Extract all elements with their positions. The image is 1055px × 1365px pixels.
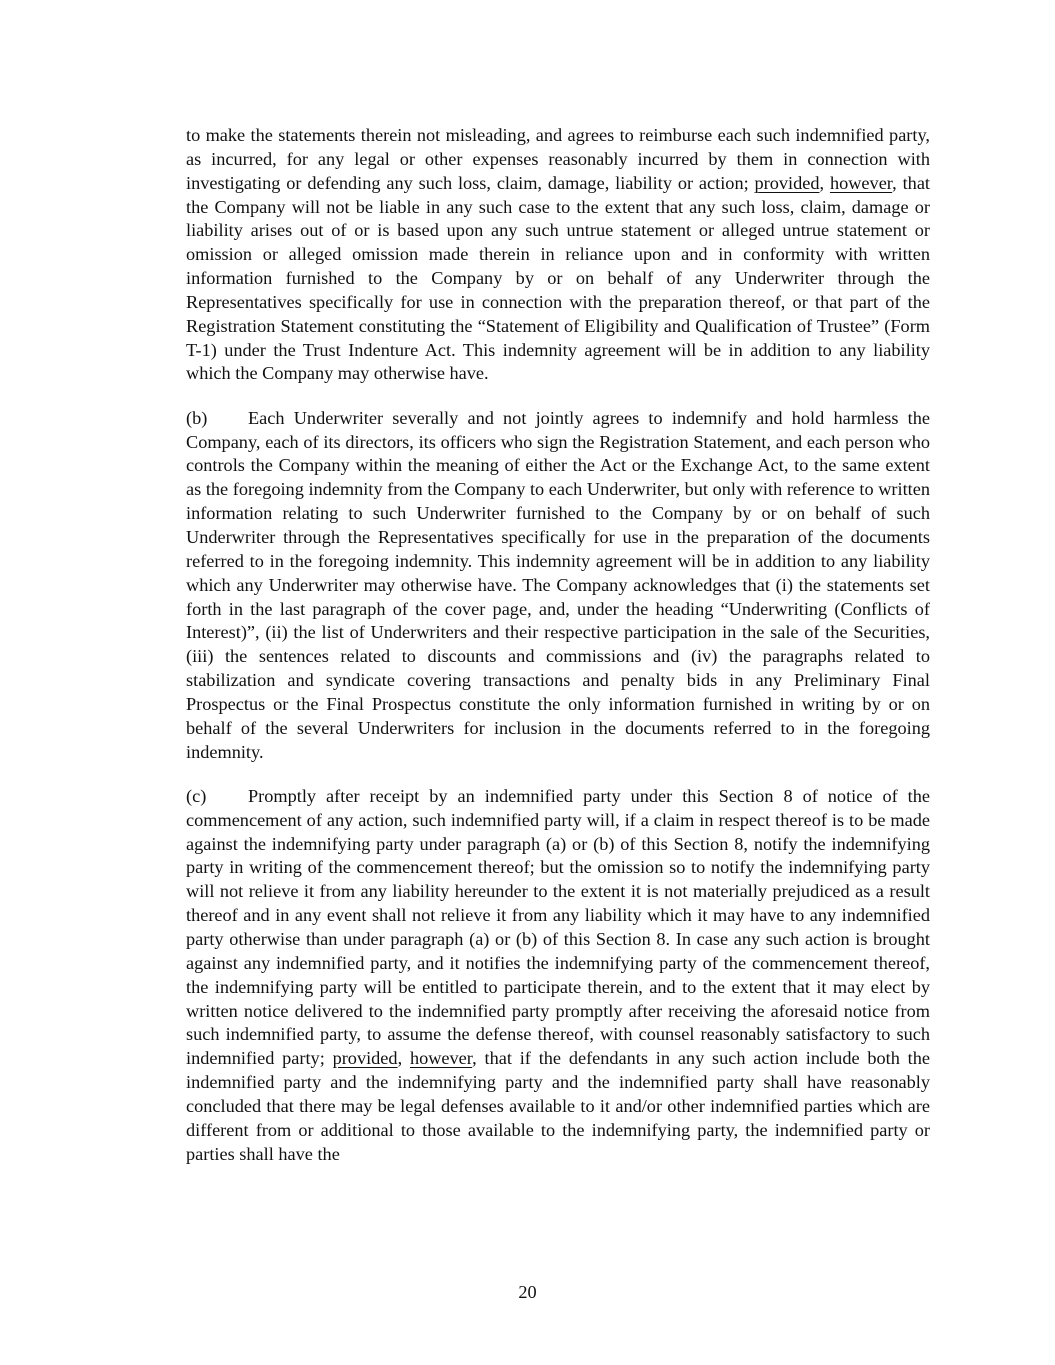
paragraph-c-text-2: , that if the defendants in any such action include both the indemnified party and the indemnifying party and the indemnified party shall have reasonably concluded that there may be legal defenses available to it and/or other indemnified parties which are different from or additional to those available to the indemnifying party, the indemnified party or parties shall have the bbox=[186, 1048, 931, 1164]
paragraph-b-label: (b) bbox=[186, 407, 208, 428]
paragraph-b-text: Each Underwriter severally and not jointly agrees to indemnify and hold harmless the Company, each of its directors, its officers who sign the Registration Statement, and each person who controls the Company within the meaning of either the Act or the Exchange Act, to the same extent as the foregoing indemnity from the Company to each Underwriter, but only with reference to written information relating to such Underwriter furnished to the Company by or on behalf of such Underwriter through the Representatives specifically for use in the preparation of the documents referred to in the foregoing indemnity. This indemnity agreement will be in addition to any liability which any Underwriter may otherwise have. The Company acknowledges that (i) the statements set forth in the last paragraph of the cover page, and, under the heading “Underwriting (Conflicts of Interest)”, (ii) the list of Underwriters and their respective participation in the sale of the Securities, (iii) the sentences related to discounts and commissions and (iv) the paragraphs related to stabilization and syndicate covering transactions and penalty bids in any Preliminary Final Prospectus or the Final Prospectus constitute the only information furnished in writing by or on behalf of the several Underwriters for inclusion in the documents referred to in the foregoing indemnity. bbox=[186, 407, 930, 762]
comma-separator: , bbox=[819, 172, 830, 193]
paragraph-continuation bbox=[186, 124, 930, 386]
however-term: however bbox=[829, 172, 893, 193]
provided-term: provided bbox=[332, 1048, 398, 1069]
paragraph-continuation-text-1: to make the statements therein not misleading, and agrees to reimburse each such indemnified party, as incurred, for any legal or other expenses reasonably incurred by them in connection with investigating or defending any such loss, claim, damage, liability or action; bbox=[186, 125, 930, 193]
document-body bbox=[186, 124, 930, 1166]
comma-separator: , bbox=[397, 1048, 410, 1069]
provided-term: provided bbox=[754, 172, 820, 193]
paragraph-c-text-1: Promptly after receipt by an indemnified party under this Section 8 of notice of the commencement of any action, such indemnified party will, if a claim in respect thereof is to be made against the indemnifying party under paragraph (a) or (b) of this Section 8, notify the indemnifying party in writing of the commencement thereof; but the omission so to notify the indemnifying party will not relieve it from any liability hereunder to the extent it is not materially prejudiced as a result thereof and in any event shall not relieve it from any liability which it may have to any indemnified party otherwise than under paragraph (a) or (b) of this Section 8. In case any such action is brought against any indemnified party, and it notifies the indemnifying party of the commencement thereof, the indemnifying party will be entitled to participate therein, and to the extent that it may elect by written notice delivered to the indemnified party promptly after receiving the aforesaid notice from such indemnified party, to assume the defense thereof, with counsel reasonably satisfactory to such indemnified party; bbox=[186, 785, 930, 1069]
paragraph-c bbox=[186, 785, 930, 1167]
paragraph-continuation-text-2: , that the Company will not be liable in any such case to the extent that any such loss, claim, damage or liability arises out of or is based upon any such untrue statement or alleged untrue statement or omission or alleged omission made therein in reliance upon and in conformity with written information furnished to the Company by or on behalf of any Underwriter through the Representatives specifically for use in connection with the preparation thereof, or that part of the Registration Statement constituting the “Statement of Eligibility and Qualification of Trustee” (Form T-1) under the Trust Indenture Act. This indemnity agreement will be in addition to any liability which the Company may otherwise have. bbox=[186, 172, 931, 384]
however-term: however bbox=[409, 1048, 473, 1069]
page-number: 20 bbox=[518, 1282, 537, 1302]
paragraph-c-label: (c) bbox=[186, 785, 207, 806]
paragraph-b bbox=[186, 407, 930, 765]
